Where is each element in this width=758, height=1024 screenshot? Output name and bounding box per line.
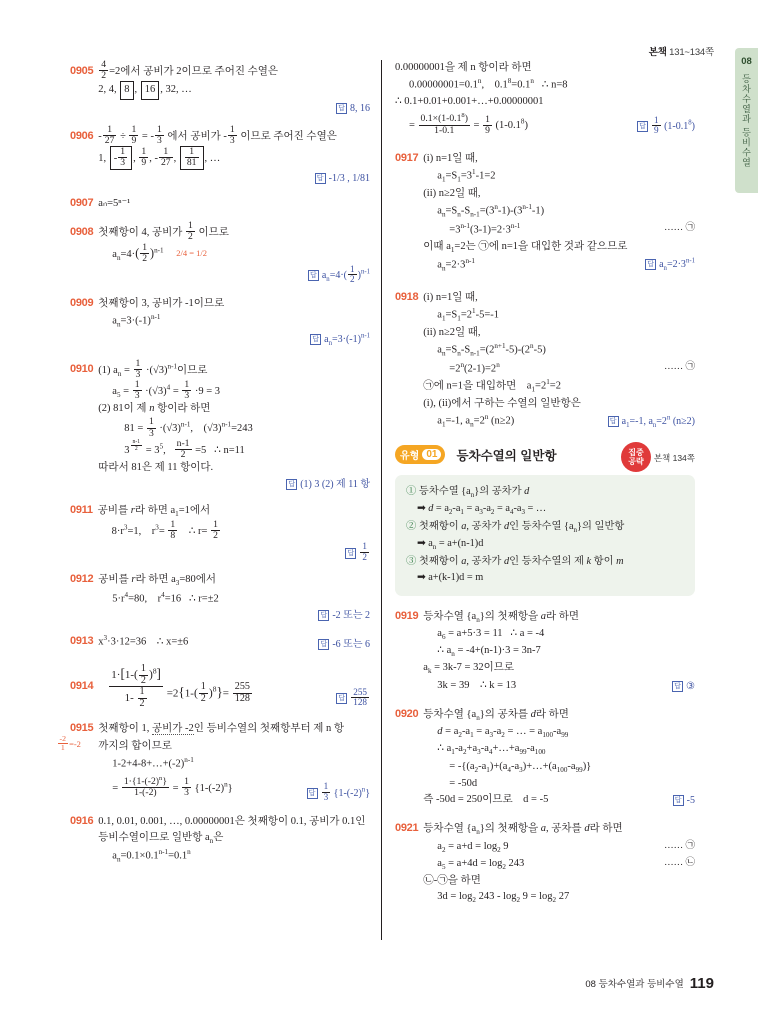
- solution-line: (i), (ii)에서 구하는 수열의 일반항은: [423, 397, 581, 409]
- solution-line: 3 $^{\frac{n-1}{2}}$ = $3^5$, $\frac{n-1}{2}$ =5 ∴ n=11: [124, 437, 245, 460]
- solution-line: (ii) n≥2일 때,: [423, 326, 481, 338]
- chapter-side-tab: [735, 48, 758, 193]
- solution-0905: [70, 60, 370, 116]
- side-tab-text: 등차수열과 등비수열: [741, 74, 751, 168]
- solution-0921: [395, 820, 695, 906]
- solution-line: ∴ $a_1-a_2+a_3-a_4+\dots+a_{99}-a_{100}$: [437, 743, 546, 757]
- solution-line: (2) 81이 제 n 항이라 하면: [98, 403, 211, 415]
- solution-body: [98, 60, 370, 100]
- question-number: 0919: [395, 609, 419, 622]
- type-item: ② 첫째항이 a, 공차가 d인 등차수열 $\{a_n\}$의 일반항: [406, 520, 625, 534]
- question-number: 0909: [70, 296, 94, 309]
- solution-0917: [395, 150, 695, 275]
- red-annotation: $\frac{-2}{1}$ =-2: [59, 734, 81, 753]
- question-number: 0921: [395, 822, 419, 835]
- solution-line: 즉 -50d = 250이므로 d = -5 답 -5: [423, 793, 695, 806]
- footer-chapter: 08 등차수열과 등비수열: [585, 979, 684, 990]
- header-ref-pages: 131~134쪽: [669, 47, 714, 58]
- side-tab-number: 08: [741, 56, 752, 67]
- solution-body: [98, 664, 370, 710]
- solution-line: 공비를 r라 하면 $a_1=1$에서: [97, 504, 211, 518]
- solution-line: (1) $a_n$ = $\frac{1}{3}$ $\cdot(√3)^{n-1}$이므로: [98, 357, 208, 380]
- solution-line: $d = a_2-a_1 = a_3-a_2$ = … = $a_{100}-a_{99}$: [437, 726, 569, 740]
- solution-line: $5\cdot r^4=80$, $r^4=16$ ∴ r=±2: [112, 590, 219, 605]
- question-number: 0912: [70, 573, 94, 586]
- answer-value: ③: [686, 680, 695, 692]
- type-item: ③ 첫째항이 a, 공차가 d인 등차수열의 제 k 항이 m: [406, 555, 624, 567]
- solution-0918: [395, 289, 695, 431]
- answer-value: $a_n=2\cdot 3^{n-1}$: [659, 257, 695, 273]
- solution-0919: [395, 608, 695, 694]
- type-item: ➡ a+(k-1)d = m: [417, 572, 484, 584]
- red-annotation: 2/4 = 1/2: [176, 248, 207, 259]
- solution-line: $a_1=-1$, $a_n=2^n$ (n≥2) 답 $a_1=-1$, $a_n=2^n$ (n≥2): [437, 413, 695, 429]
- column-divider: [381, 60, 382, 940]
- solution-0915: [59, 720, 370, 803]
- answer-value: $a_1=-1$, $a_n=2^n$ (n≥2): [621, 414, 695, 429]
- answer-value: -1/3 , 1/81: [328, 172, 370, 184]
- solution-line: $a_1=S_1=2^1-5=-1$: [437, 306, 499, 323]
- answer-value: -6 또는 6: [332, 638, 370, 650]
- question-number: 0908: [70, 226, 94, 239]
- solution-line: $a_5 = a+4d = \log_2 243$ …… ㉡: [437, 857, 695, 871]
- solution-body: [98, 814, 370, 866]
- solution-line: ∴ $a_n = -4+(n-1)\cdot 3 = 3n-7$: [437, 645, 541, 659]
- header-reference: [649, 44, 714, 58]
- solution-body: [98, 296, 370, 331]
- solution-line: $a_n=4\cdot$( $\frac{1}{2}$ )$^{n-1}$ 2/4 = 1/2: [112, 241, 207, 264]
- solution-line: $a_6 = a+5\cdot 3 = 11$ ∴ a = -4: [437, 628, 545, 642]
- answer-line: 답 $\frac{255}{128}$: [70, 688, 370, 708]
- type-section-header: [395, 445, 695, 469]
- answer-line: 답 $\frac{1}{9}$ $(1-0.1^8)$: [395, 116, 695, 136]
- solution-line: $a_n=S_n-S_{n-1}=(3^n-1)-(3^{n-1}-1)$: [437, 203, 545, 219]
- solution-body: [98, 503, 370, 541]
- solution-line: $0.00000001=0.1^n$, $0.1^8=0.1^n$ ∴ n=8: [409, 77, 568, 91]
- solution-0911: [70, 502, 370, 563]
- answer-value: $\frac{255}{128}$: [353, 686, 367, 708]
- solution-line: 0.1, 0.01, 0.001, …, 0.00000001은 첫째항이 0.1, 공비가 0.1인 등비수열이므로 일반항 $a_n$은: [98, 815, 366, 845]
- solution-line: $a_1=S_1=3^1-1=2$: [437, 168, 496, 184]
- solution-0914: [70, 664, 370, 708]
- focus-badge: 집중 공략: [621, 442, 651, 472]
- solution-0916: [70, 813, 370, 866]
- answer-line: 답 8, 16: [70, 101, 370, 117]
- right-column: [395, 60, 695, 915]
- solution-0920: [395, 706, 695, 808]
- solution-0913: [70, 633, 370, 652]
- solution-line: $1-2+4-8+\dots+(-2)^{n-1}$: [112, 756, 194, 770]
- answer-line: 답 (1) 3 (2) 제 11 항: [70, 477, 370, 493]
- solution-line: 2, 4, 8 , 16 , 32, …: [98, 81, 370, 99]
- solution-body: [423, 707, 695, 808]
- left-column: [59, 59, 370, 875]
- answer-value: (1) 3 (2) 제 11 항: [300, 479, 370, 491]
- solution-0912: [70, 571, 370, 623]
- type-pill: [395, 445, 445, 464]
- solution-line: 공비를 r라 하면 $a_3=80$에서: [98, 574, 217, 588]
- solution-line: $x^3\cdot 3\cdot 12=36$ ∴ x=±6: [98, 633, 189, 648]
- question-number: 0911: [70, 503, 93, 516]
- solution-body: [423, 290, 695, 431]
- solution-body: [98, 196, 370, 212]
- solution-body: [423, 821, 695, 906]
- solution-line: 81 = $\frac{1}{3}$ $\cdot(√3)^{n-1}$, $(√3)^{n-1}=243$: [124, 416, 253, 439]
- solution-0907: [70, 195, 370, 212]
- solution-line: $a_5$ = $\frac{1}{3}$ $\cdot(√3)^4$ = $\frac{1}{3}$ ·9 = 3: [112, 378, 221, 401]
- question-number: 0920: [395, 708, 419, 721]
- solution-body: [98, 221, 370, 264]
- solution-line: 첫째항이 4, 공비가 $\frac{1}{2}$ 이므로: [98, 220, 229, 243]
- solution-line: (i) n=1일 때,: [423, 291, 478, 303]
- type-reference: 본책 134쪽: [653, 453, 695, 464]
- solution-body: [98, 572, 370, 607]
- solution-body: [98, 359, 370, 477]
- question-number: 0917: [395, 152, 419, 165]
- footer-page-number: 119: [689, 975, 714, 992]
- solution-0910: [70, 359, 370, 493]
- type-item: ① 등차수열 $\{a_n\}$의 공차가 d: [406, 486, 530, 500]
- solution-line: - $\frac{1}{27}$ ÷ $\frac{1}{9}$ = - $\frac{1}{3}$ 에서 공비가 - $\frac{1}{3}$ 이므로 주어진 수열은: [98, 124, 337, 147]
- answer-line: 답 -6 또는 6: [70, 637, 370, 653]
- answer-line: 답 $\frac{1}{2}$: [70, 542, 370, 562]
- header-ref-label: 본책: [648, 47, 667, 58]
- answer-line: 답 -1/3 , 1/81: [70, 171, 370, 187]
- solution-line: 등차수열 $\{a_n\}$의 첫째항을 a, 공차를 d라 하면: [423, 823, 623, 837]
- type-title: 등차수열의 일반항: [456, 448, 557, 463]
- answer-value: $a_n=3\cdot(-1)^{n-1}$: [324, 332, 370, 348]
- question-number: 0907: [70, 197, 94, 210]
- type-item: ➡ $d = a_2-a_1 = a_3-a_2 = a_4-a_3$ = …: [417, 503, 547, 517]
- solution-line: ㉠에 n=1을 대입하면 $a_1=2^1=2$: [423, 378, 561, 394]
- solution-line: 따라서 81은 제 11 항이다.: [98, 461, 214, 473]
- answer-value: $a_n=4\cdot$( $\frac{1}{2}$ )$^{n-1}$: [321, 263, 370, 285]
- solution-line: $\frac{4}{2}$ =2에서 공비가 2이므로 주어진 수열은: [101, 59, 279, 82]
- solution-line: 첫째항이 3, 공비가 -1이므로: [98, 297, 225, 309]
- solution-body: [423, 609, 695, 694]
- page-footer: [585, 975, 714, 992]
- solution-line: 등차수열 $\{a_n\}$의 첫째항을 a라 하면: [423, 610, 580, 625]
- solution-line: (i) n=1일 때,: [423, 153, 478, 165]
- answer-value: -5: [686, 794, 695, 806]
- solution-line: 0.00000001을 제 n 항이라 하면: [395, 62, 532, 73]
- solution-line: = $-\{(a_2-a_1)+(a_4-a_3)+\dots+(a_{100}-a_{99})\}$: [449, 760, 592, 774]
- solution-line: $a_n=2\cdot 3^{n-1}$ 답 $a_n=2\cdot 3^{n-1}$: [437, 256, 695, 273]
- solution-line: = $\frac{1\cdot\{1-(-2)^n\}}{1-(-2)}$ = $\frac{1}{3}$ $\{1-(-2)^n\}$: [112, 774, 233, 799]
- solution-line: $=3^{n-1}(3-1)=2\cdot 3^{n-1}$ …… ㉠: [449, 221, 695, 236]
- answer-line: 답 $a_n=3\cdot(-1)^{n-1}$: [70, 332, 370, 350]
- question-number: 0916: [70, 814, 94, 827]
- solution-line: $a_n=0.1\times 0.1^{n-1}=0.1^n$: [112, 848, 191, 864]
- answer-value: $\frac{1}{2}$: [362, 541, 367, 562]
- answer-value: 8, 16: [350, 102, 370, 114]
- solution-line: = -50d: [449, 777, 478, 789]
- solution-line: $8\cdot r^3=1$, $r^3=$ $\frac{1}{8}$ ∴ r= $\frac{1}{2}$: [111, 518, 218, 541]
- solution-0916-continued: [395, 60, 695, 136]
- question-number: 0913: [70, 635, 94, 648]
- question-number: 0906: [70, 129, 94, 142]
- answer-line: 답 $\frac{1}{3}$ $\{1-(-2)^n\}$: [70, 782, 370, 802]
- type-summary-box: [395, 475, 695, 596]
- solution-line: 1·[1-( $\frac{1}{2}$ )$^8$] 1- $\frac{1}{2}$ =2{1-( $\frac{1}{2}$ )$^8$}= $\frac{255}{128}$: [111, 663, 250, 709]
- solution-line: $a_n=3\cdot(-1)^{n-1}$: [112, 313, 161, 329]
- solution-line: aₙ=5ⁿ⁻¹: [98, 198, 131, 210]
- type-item: ➡ $a_n = a+(n-1)d$: [417, 538, 484, 552]
- solution-line: $3d = \log_2 243 - \log_2 9 = \log_2 27$: [437, 891, 570, 905]
- solution-0908: [70, 221, 370, 286]
- solution-line: 등차수열 $\{a_n\}$의 공차를 d라 하면: [423, 709, 569, 723]
- solution-line: $=2^n(2-1)=2^n$ …… ㉠: [449, 360, 695, 375]
- answer-value: -2 또는 2: [332, 610, 370, 622]
- solution-body: [423, 151, 695, 275]
- solution-line: $a_n=S_n-S_{n-1}=(2^{n+1}-5)-(2^n-5)$: [437, 341, 546, 358]
- solution-line: 3k = 39 ∴ k = 13 답 ③: [437, 679, 695, 692]
- type-pill-number: 01: [422, 449, 441, 460]
- answer-line: 답 -2 또는 2: [70, 608, 370, 624]
- question-number: 0910: [70, 363, 94, 376]
- solution-line: ∴ 0.1+0.01+0.001+…+0.00000001: [395, 96, 544, 108]
- answer-line: 답 $a_n=4\cdot$( $\frac{1}{2}$ )$^{n-1}$: [70, 265, 370, 286]
- answer-value: $\frac{1}{9}$ $(1-0.1^8)$: [653, 114, 695, 136]
- solution-0909: [70, 295, 370, 350]
- question-number: 0914: [70, 680, 94, 693]
- answer-value: $\frac{1}{3}$ $\{1-(-2)^n\}$: [323, 781, 370, 802]
- solution-0906: [70, 125, 370, 186]
- solution-line: ㉡-㉠을 하면: [423, 874, 481, 886]
- solution-line: 1, - $\frac{1}{3}$ , $\frac{1}{9}$ , - $\frac{1}{27}$ , $\frac{1}{81}$ , …: [98, 146, 221, 169]
- question-number: 0915: [70, 721, 94, 734]
- solution-line: 이때 $a_1=2$는 ㉠에 n=1을 대입한 것과 같으므로: [423, 240, 628, 254]
- solution-line: $a_2 = a+d = \log_2 9$ …… ㉠: [437, 840, 695, 854]
- solution-line: $a_k = 3k-7 = 32$이므로: [423, 662, 515, 676]
- solution-line: (ii) n≥2일 때,: [423, 188, 481, 199]
- solution-line: 까지의 합이므로 $\frac{-2}{1}$ =-2: [98, 737, 370, 755]
- question-number: 0918: [395, 290, 419, 303]
- question-number: 0905: [70, 64, 94, 77]
- solution-line: 첫째항이 1, 공비가 -2인 등비수열의 첫째항부터 제 n 항: [98, 722, 345, 734]
- solution-line: = $\frac{0.1\times(1-0.1^8)}{1-0.1}$ = $\frac{1}{9}$ $(1-0.1^8)$: [409, 112, 528, 136]
- type-pill-label: 유형: [400, 451, 420, 463]
- solution-body: [98, 125, 370, 170]
